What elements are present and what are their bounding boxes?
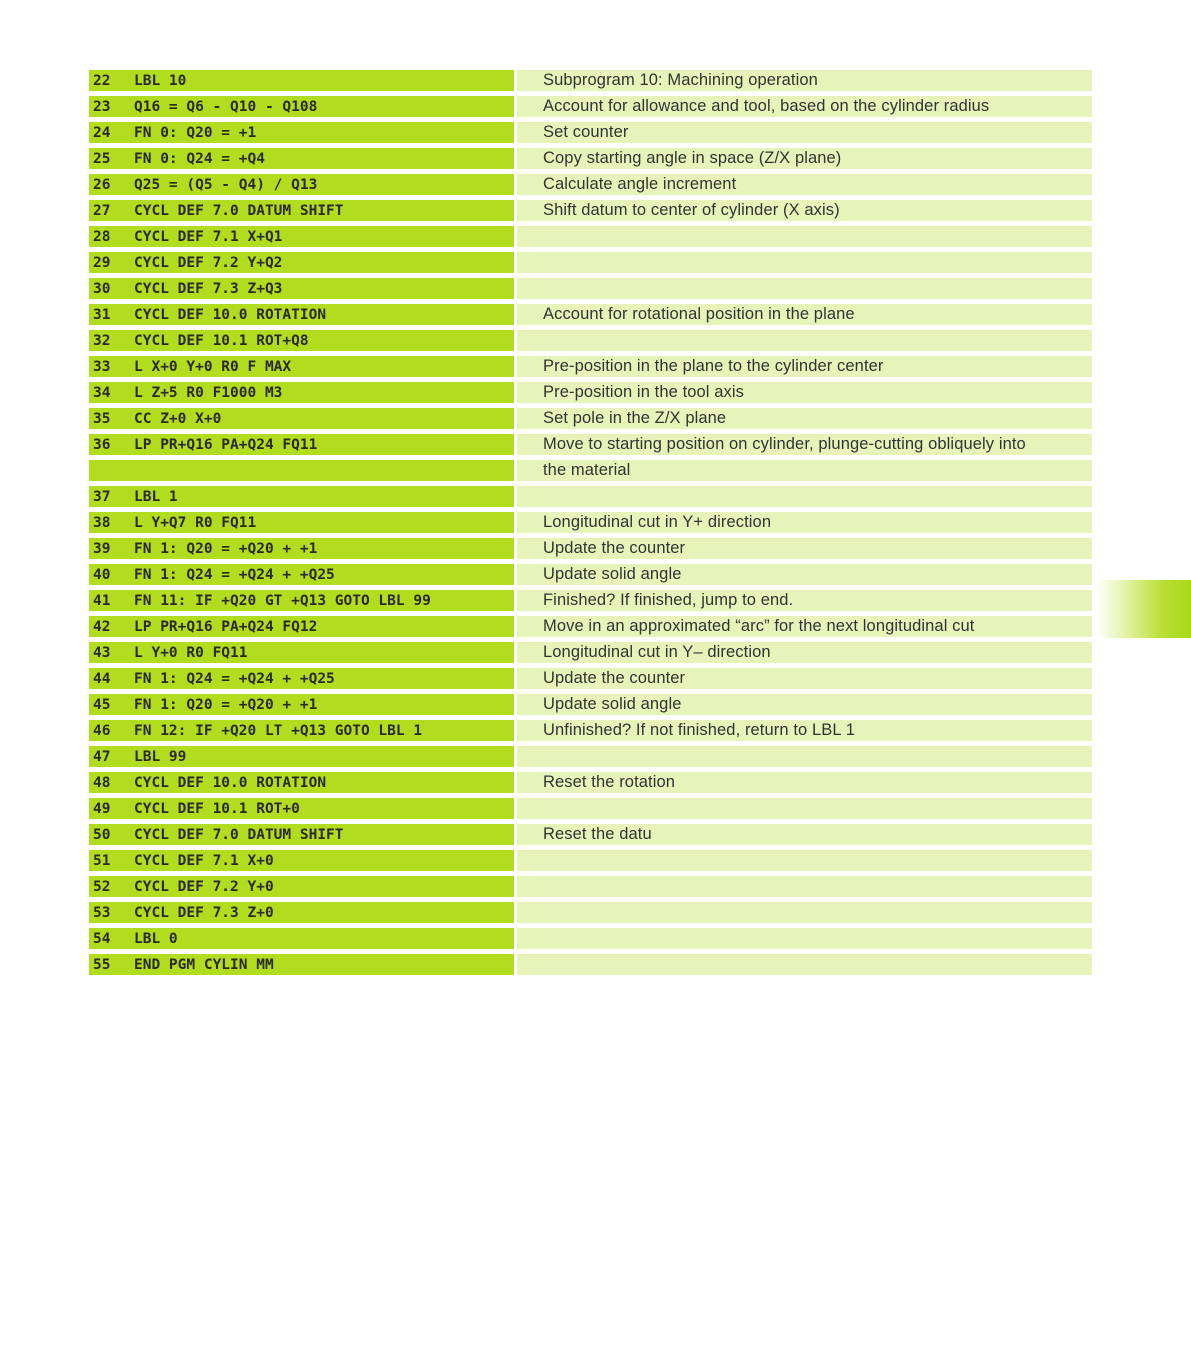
line-number: 26 bbox=[93, 176, 111, 193]
program-row bbox=[89, 70, 1092, 96]
code-cell bbox=[89, 330, 514, 351]
comment-cell: Longitudinal cut in Y+ direction bbox=[517, 512, 1092, 533]
nc-code: CYCL DEF 7.2 Y+Q2 bbox=[134, 254, 283, 271]
line-number: 34 bbox=[93, 384, 111, 401]
nc-code: CYCL DEF 7.3 Z+Q3 bbox=[134, 280, 283, 297]
line-number: 30 bbox=[93, 280, 111, 297]
nc-code: CYCL DEF 7.0 DATUM SHIFT bbox=[134, 826, 344, 843]
line-number: 48 bbox=[93, 774, 111, 791]
code-cell bbox=[89, 382, 514, 403]
code-cell bbox=[89, 928, 514, 949]
nc-code: L Z+5 R0 F1000 M3 bbox=[134, 384, 283, 401]
code-cell bbox=[89, 148, 514, 169]
comment-cell: Account for rotational position in the plane bbox=[517, 304, 1092, 325]
code-cell bbox=[89, 460, 514, 481]
line-number: 42 bbox=[93, 618, 111, 635]
code-cell bbox=[89, 408, 514, 429]
code-cell bbox=[89, 226, 514, 247]
nc-code: L Y+0 R0 FQ11 bbox=[134, 644, 248, 661]
nc-code: FN 1: Q20 = +Q20 + +1 bbox=[134, 696, 318, 713]
program-row bbox=[89, 252, 1092, 278]
code-cell bbox=[89, 746, 514, 767]
nc-code: FN 0: Q20 = +1 bbox=[134, 124, 257, 141]
program-row bbox=[89, 96, 1092, 122]
program-row bbox=[89, 122, 1092, 148]
line-number: 50 bbox=[93, 826, 111, 843]
comment-cell: Update solid angle bbox=[517, 694, 1092, 715]
code-cell bbox=[89, 200, 514, 221]
program-row bbox=[89, 902, 1092, 928]
line-number: 47 bbox=[93, 748, 111, 765]
comment-cell: Account for allowance and tool, based on the cylinder radius bbox=[517, 96, 1092, 117]
chapter-thumb-tab bbox=[1096, 580, 1191, 638]
program-row bbox=[89, 772, 1092, 798]
nc-code: FN 1: Q20 = +Q20 + +1 bbox=[134, 540, 318, 557]
nc-program-table bbox=[89, 70, 1092, 980]
code-cell bbox=[89, 850, 514, 871]
code-cell bbox=[89, 876, 514, 897]
line-number: 43 bbox=[93, 644, 111, 661]
code-cell bbox=[89, 96, 514, 117]
comment-cell bbox=[517, 954, 1092, 975]
line-number: 36 bbox=[93, 436, 111, 453]
comment-cell: Update the counter bbox=[517, 668, 1092, 689]
comment-cell bbox=[517, 226, 1092, 247]
comment-cell: Update the counter bbox=[517, 538, 1092, 559]
nc-code: CYCL DEF 10.0 ROTATION bbox=[134, 306, 327, 323]
nc-code: CYCL DEF 7.1 X+Q1 bbox=[134, 228, 283, 245]
code-cell bbox=[89, 174, 514, 195]
comment-cell: Move in an approximated “arc” for the next longitudinal cut bbox=[517, 616, 1092, 637]
code-cell bbox=[89, 902, 514, 923]
code-cell bbox=[89, 954, 514, 975]
line-number: 33 bbox=[93, 358, 111, 375]
comment-cell: Longitudinal cut in Y– direction bbox=[517, 642, 1092, 663]
program-row bbox=[89, 148, 1092, 174]
line-number: 41 bbox=[93, 592, 111, 609]
comment-cell: Finished? If finished, jump to end. bbox=[517, 590, 1092, 611]
nc-code: CYCL DEF 7.1 X+0 bbox=[134, 852, 274, 869]
nc-code: LP PR+Q16 PA+Q24 FQ11 bbox=[134, 436, 318, 453]
code-cell bbox=[89, 616, 514, 637]
program-row bbox=[89, 434, 1092, 460]
nc-code: FN 1: Q24 = +Q24 + +Q25 bbox=[134, 670, 335, 687]
comment-cell bbox=[517, 486, 1092, 507]
comment-cell: Reset the datu bbox=[517, 824, 1092, 845]
comment-cell: Calculate angle increment bbox=[517, 174, 1092, 195]
code-cell bbox=[89, 70, 514, 91]
code-cell bbox=[89, 356, 514, 377]
code-cell bbox=[89, 642, 514, 663]
line-number: 32 bbox=[93, 332, 111, 349]
code-cell bbox=[89, 486, 514, 507]
line-number: 55 bbox=[93, 956, 111, 973]
nc-code: CYCL DEF 10.0 ROTATION bbox=[134, 774, 327, 791]
code-cell bbox=[89, 122, 514, 143]
program-row bbox=[89, 408, 1092, 434]
nc-code: CYCL DEF 7.3 Z+0 bbox=[134, 904, 274, 921]
nc-code: CYCL DEF 7.0 DATUM SHIFT bbox=[134, 202, 344, 219]
nc-code: FN 0: Q24 = +Q4 bbox=[134, 150, 265, 167]
line-number: 53 bbox=[93, 904, 111, 921]
code-cell bbox=[89, 564, 514, 585]
program-row bbox=[89, 200, 1092, 226]
line-number: 54 bbox=[93, 930, 111, 947]
line-number: 31 bbox=[93, 306, 111, 323]
program-row bbox=[89, 928, 1092, 954]
nc-code: LBL 1 bbox=[134, 488, 178, 505]
comment-cell: Update solid angle bbox=[517, 564, 1092, 585]
comment-cell: Reset the rotation bbox=[517, 772, 1092, 793]
code-cell bbox=[89, 720, 514, 741]
code-cell bbox=[89, 538, 514, 559]
program-row bbox=[89, 590, 1092, 616]
comment-cell bbox=[517, 798, 1092, 819]
comment-cell bbox=[517, 252, 1092, 273]
line-number: 51 bbox=[93, 852, 111, 869]
comment-cell: Pre-position in the plane to the cylinder center bbox=[517, 356, 1092, 377]
code-cell bbox=[89, 824, 514, 845]
line-number: 52 bbox=[93, 878, 111, 895]
line-number: 29 bbox=[93, 254, 111, 271]
program-row bbox=[89, 642, 1092, 668]
comment-cell: Pre-position in the tool axis bbox=[517, 382, 1092, 403]
line-number: 24 bbox=[93, 124, 111, 141]
program-row bbox=[89, 304, 1092, 330]
line-number: 28 bbox=[93, 228, 111, 245]
nc-code: LBL 0 bbox=[134, 930, 178, 947]
nc-code: LBL 99 bbox=[134, 748, 187, 765]
comment-cell: Set counter bbox=[517, 122, 1092, 143]
nc-code: L Y+Q7 R0 FQ11 bbox=[134, 514, 257, 531]
comment-cell: Move to starting position on cylinder, plunge-cutting obliquely into bbox=[517, 434, 1092, 455]
program-row bbox=[89, 850, 1092, 876]
comment-cell bbox=[517, 278, 1092, 299]
nc-code: Q16 = Q6 - Q10 - Q108 bbox=[134, 98, 318, 115]
comment-cell bbox=[517, 330, 1092, 351]
program-row bbox=[89, 278, 1092, 304]
nc-code: CYCL DEF 10.1 ROT+0 bbox=[134, 800, 300, 817]
program-row bbox=[89, 538, 1092, 564]
program-row bbox=[89, 746, 1092, 772]
code-cell bbox=[89, 694, 514, 715]
code-cell bbox=[89, 434, 514, 455]
program-row bbox=[89, 954, 1092, 980]
program-row bbox=[89, 330, 1092, 356]
comment-cell: the material bbox=[517, 460, 1092, 481]
program-row bbox=[89, 174, 1092, 200]
code-cell bbox=[89, 512, 514, 533]
nc-code: CYCL DEF 7.2 Y+0 bbox=[134, 878, 274, 895]
line-number: 40 bbox=[93, 566, 111, 583]
comment-cell: Copy starting angle in space (Z/X plane) bbox=[517, 148, 1092, 169]
nc-code: FN 12: IF +Q20 LT +Q13 GOTO LBL 1 bbox=[134, 722, 423, 739]
comment-cell: Set pole in the Z/X plane bbox=[517, 408, 1092, 429]
line-number: 37 bbox=[93, 488, 111, 505]
line-number: 25 bbox=[93, 150, 111, 167]
nc-code: CYCL DEF 10.1 ROT+Q8 bbox=[134, 332, 309, 349]
line-number: 27 bbox=[93, 202, 111, 219]
line-number: 46 bbox=[93, 722, 111, 739]
code-cell bbox=[89, 590, 514, 611]
code-cell bbox=[89, 304, 514, 325]
line-number: 44 bbox=[93, 670, 111, 687]
nc-code: FN 11: IF +Q20 GT +Q13 GOTO LBL 99 bbox=[134, 592, 431, 609]
nc-code: L X+0 Y+0 R0 F MAX bbox=[134, 358, 292, 375]
program-row bbox=[89, 564, 1092, 590]
nc-code: FN 1: Q24 = +Q24 + +Q25 bbox=[134, 566, 335, 583]
code-cell bbox=[89, 798, 514, 819]
comment-cell bbox=[517, 928, 1092, 949]
program-row bbox=[89, 824, 1092, 850]
comment-cell: Shift datum to center of cylinder (X axis) bbox=[517, 200, 1092, 221]
program-row bbox=[89, 876, 1092, 902]
program-row bbox=[89, 512, 1092, 538]
program-row bbox=[89, 798, 1092, 824]
line-number: 45 bbox=[93, 696, 111, 713]
program-row bbox=[89, 382, 1092, 408]
program-row bbox=[89, 616, 1092, 642]
line-number: 49 bbox=[93, 800, 111, 817]
comment-cell: Subprogram 10: Machining operation bbox=[517, 70, 1092, 91]
code-cell bbox=[89, 252, 514, 273]
program-row bbox=[89, 226, 1092, 252]
program-row bbox=[89, 356, 1092, 382]
comment-cell bbox=[517, 902, 1092, 923]
nc-code: LP PR+Q16 PA+Q24 FQ12 bbox=[134, 618, 318, 635]
program-row bbox=[89, 694, 1092, 720]
code-cell bbox=[89, 772, 514, 793]
nc-code: LBL 10 bbox=[134, 72, 187, 89]
line-number: 38 bbox=[93, 514, 111, 531]
nc-code: CC Z+0 X+0 bbox=[134, 410, 222, 427]
line-number: 22 bbox=[93, 72, 111, 89]
code-cell bbox=[89, 278, 514, 299]
program-row bbox=[89, 720, 1092, 746]
nc-code: END PGM CYLIN MM bbox=[134, 956, 274, 973]
line-number: 23 bbox=[93, 98, 111, 115]
comment-cell bbox=[517, 850, 1092, 871]
code-cell bbox=[89, 668, 514, 689]
program-row bbox=[89, 486, 1092, 512]
program-row bbox=[89, 460, 1092, 486]
program-row bbox=[89, 668, 1092, 694]
line-number: 35 bbox=[93, 410, 111, 427]
line-number: 39 bbox=[93, 540, 111, 557]
comment-cell: Unfinished? If not finished, return to LBL 1 bbox=[517, 720, 1092, 741]
comment-cell bbox=[517, 876, 1092, 897]
comment-cell bbox=[517, 746, 1092, 767]
nc-code: Q25 = (Q5 - Q4) / Q13 bbox=[134, 176, 318, 193]
